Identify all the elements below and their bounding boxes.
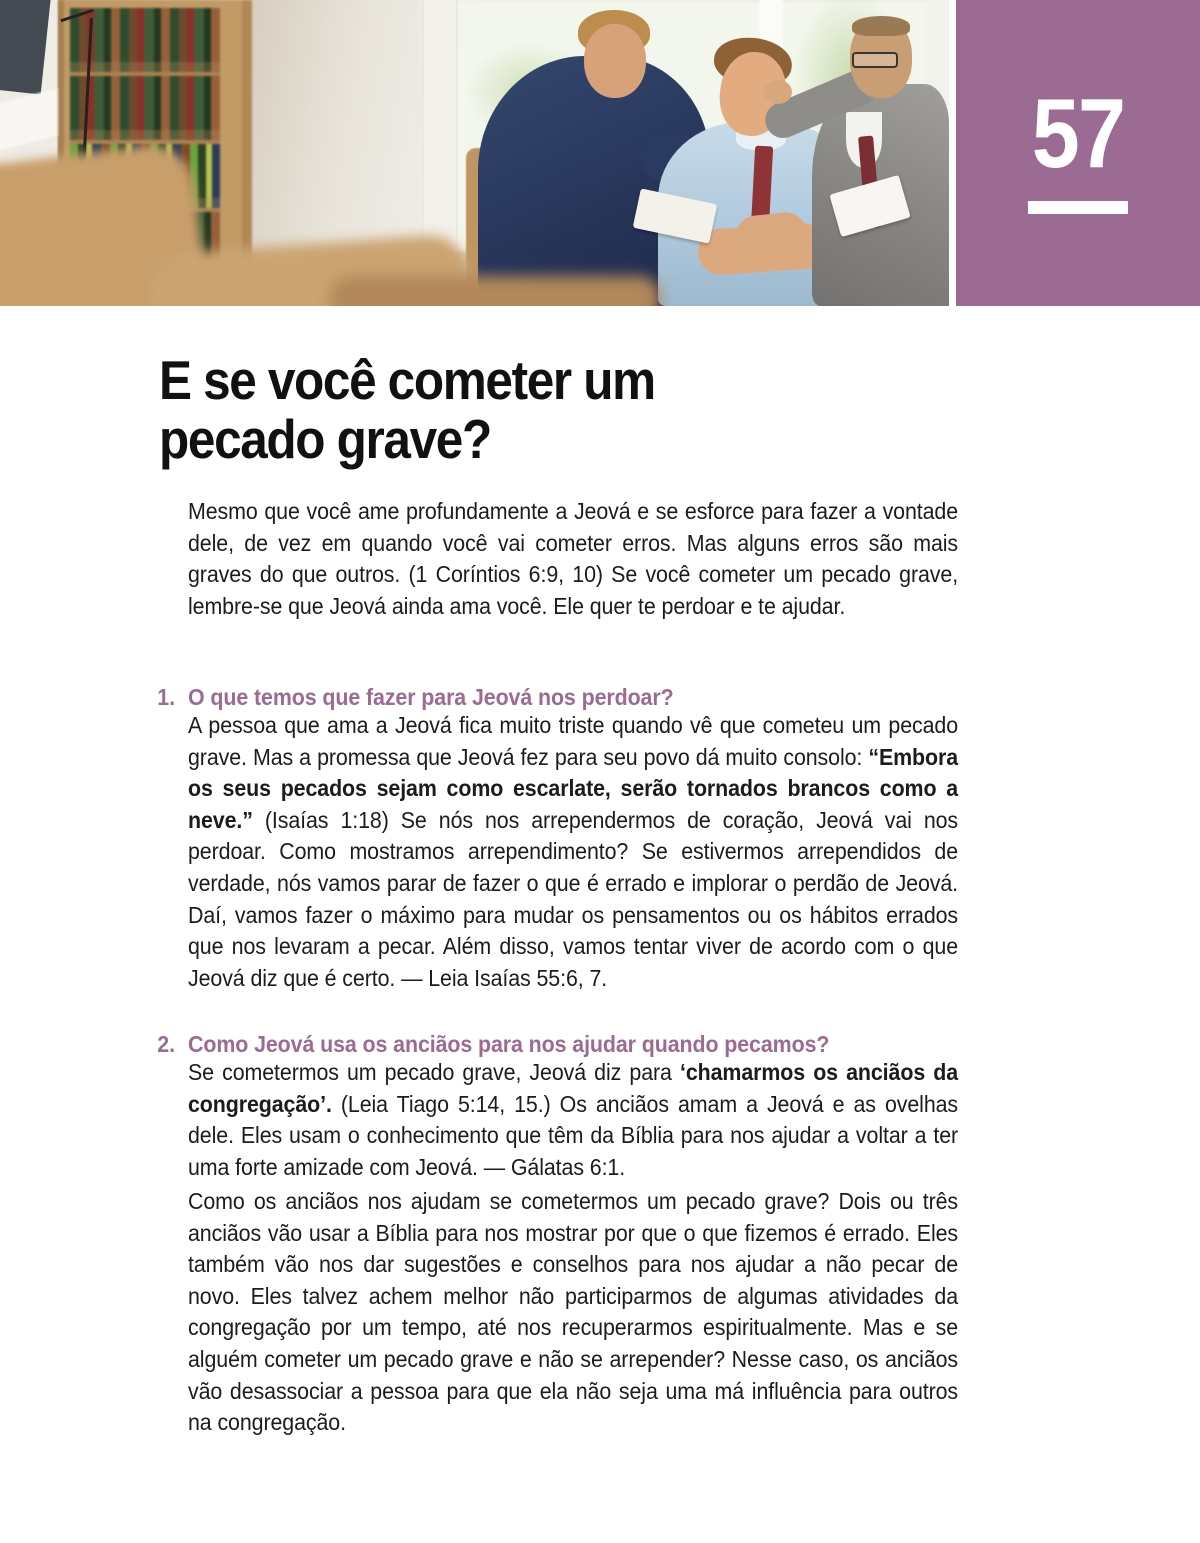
question-2-paragraph-1: Se cometermos um pecado grave, Jeová diz para ‘chamarmos os anciãos da congregação’. (Leia Tiago 5:14, 15.) Os anciãos amam a Jeová e as ovelhas dele. Eles usam o conhecimento que têm da Bíblia para nos ajudar a voltar a ter uma forte amizade com Jeová. — Gálatas 6:1. (188, 1059, 959, 1180)
page-title (159, 351, 655, 469)
question-2-heading (157, 1029, 958, 1061)
lesson-number: 57 (1031, 78, 1125, 188)
photo-man-left-head (584, 24, 646, 98)
question-2-paragraph-2: Como os anciãos nos ajudam se cometermos um pecado grave? Dois ou três anciãos vão usar a Bíblia para nos mostrar por que o que fizemos é errado. Eles também vão nos dar sugestões e conselhos para nos ajudar a não pecar de novo. Eles talvez achem melhor não participarmos de algumas atividades da congregação por um tempo, até nos recuperarmos espiritualmente. Mas e se alguém cometer um pecado grave e não se arrepender? Nesse caso, os anciãos vão desassociar a pessoa para que ela não seja uma má influência para outros na congregação. (188, 1188, 959, 1436)
photo-bookshelf-row (70, 76, 220, 140)
page-title-line-1: E se você cometer um (159, 349, 655, 411)
page-title-line-2: pecado grave? (159, 408, 491, 470)
photo-man-right-hair (852, 16, 910, 36)
header-photo (0, 0, 949, 306)
lesson-number-box (956, 0, 1200, 306)
question-2-number: 2. (157, 1031, 175, 1057)
photo-man-right-glasses (852, 52, 898, 68)
question-1-number: 1. (157, 684, 175, 710)
lesson-underline (1028, 201, 1128, 214)
intro-paragraph: Mesmo que você ame profundamente a Jeová e se esforce para fazer a vontade dele, de vez em quando você vai cometer erros. Mas alguns erros são mais graves do que outros. (1 Coríntios 6:9, 10) Se você cometer um pecado grave, lembre-se que Jeová ainda ama você. Ele quer te perdoar e te ajudar. (188, 498, 959, 619)
photo-foreground-chair-blur (330, 276, 660, 306)
question-1-heading (157, 682, 958, 714)
question-2-text: Como Jeová usa os anciãos para nos ajudar quando pecamos? (188, 1031, 830, 1057)
question-1-paragraph: A pessoa que ama a Jeová fica muito triste quando vê que cometeu um pecado grave. Mas a promessa que Jeová fez para seu povo dá muito consolo: “Embora os seus pecados sejam como escarlate, serão tornados brancos como a neve.” (Isaías 1:18) Se nós nos arrependermos de coração, Jeová vai nos perdoar. Como mostramos arrependimento? Se estivermos arrependidos de verdade, nós vamos parar de fazer o que é errado e implorar o perdão de Jeová. Daí, vamos fazer o máximo para mudar os pensamentos ou os hábitos errados que nos levaram a pecar. Além disso, vamos tentar viver de acordo com o que Jeová diz que é certo. — Leia Isaías 55:6, 7. (188, 712, 959, 991)
question-1-text: O que temos que fazer para Jeová nos perdoar? (188, 684, 674, 710)
photo-man-right-hand (764, 80, 792, 104)
